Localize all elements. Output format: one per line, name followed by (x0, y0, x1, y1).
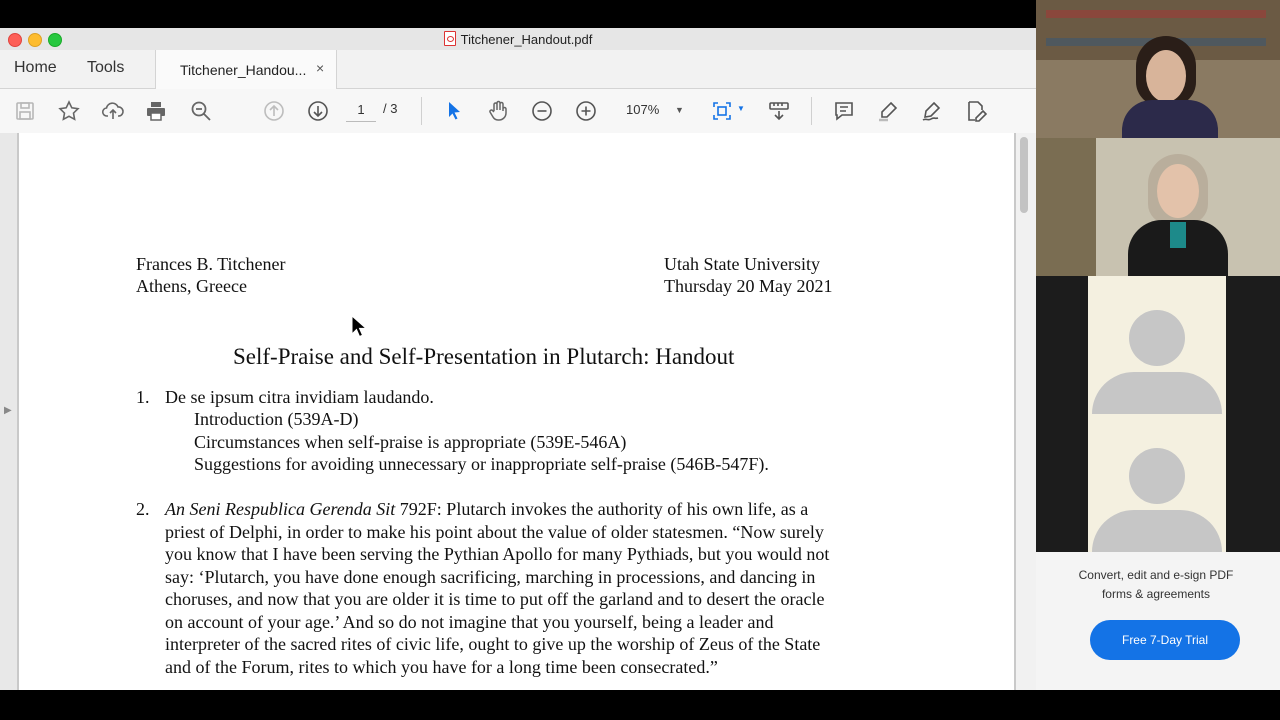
item-heading: De se ipsum citra invidiam laudando. (165, 387, 434, 407)
participant-video-1 (1036, 0, 1280, 138)
window-title-text: Titchener_Handout.pdf (460, 32, 593, 47)
zoom-out-icon[interactable] (528, 97, 556, 125)
person-face (1146, 50, 1186, 102)
item-paragraph-line: interpreter of the sacred rites of civic life, ought to give up the worship of Zeus of the State (165, 634, 821, 654)
item-paragraph-line (165, 498, 808, 520)
save-icon[interactable] (11, 97, 39, 125)
document-title: Self-Praise and Self-Presentation in Plutarch: Handout (233, 344, 735, 369)
zoom-in-icon[interactable] (572, 97, 600, 125)
person-shirt (1170, 222, 1186, 248)
zoom-level: 107% (626, 102, 660, 117)
window-title (0, 31, 1036, 47)
item-number: 1. (136, 387, 150, 407)
promo-panel (1036, 552, 1280, 690)
date: Thursday 20 May 2021 (664, 276, 833, 296)
page-up-icon[interactable] (260, 97, 288, 125)
item-paragraph-line: choruses, and now that you are older it is time to put off the garland and to desert the oracle (165, 589, 825, 609)
toolbar (0, 89, 1036, 134)
item-paragraph-line: and of the Forum, rites to which you have for a long time been consecrated.” (165, 657, 718, 677)
left-panel-toggle[interactable] (0, 133, 17, 690)
fit-page-icon[interactable] (708, 97, 736, 125)
upload-icon[interactable] (99, 97, 127, 125)
avatar-head-icon (1129, 448, 1185, 504)
hand-icon[interactable] (484, 97, 512, 125)
item-paragraph-line: say: ‘Plutarch, you have done enough sacrificing, marching in processions, and dancing in (165, 567, 816, 587)
toolbar-divider (811, 97, 812, 125)
document-tab-label: Titchener_Handou... (180, 62, 307, 78)
scroll-mode-icon[interactable] (765, 97, 793, 125)
home-link[interactable]: Home (14, 59, 57, 76)
expand-panel-icon[interactable]: ▶ (4, 405, 12, 416)
pdf-file-icon (444, 31, 456, 46)
mouse-cursor-icon (351, 315, 367, 339)
promo-text (1028, 566, 1280, 604)
participant-avatar-tile (1088, 276, 1226, 414)
chevron-down-icon: ▼ (675, 105, 684, 115)
pdf-viewer-window (0, 28, 1036, 690)
person-face (1157, 164, 1199, 218)
person-body (1122, 100, 1218, 138)
avatar-body-icon (1092, 372, 1222, 414)
item-paragraph-line: you know that I have been serving the Pythian Apollo for many Pythiads, but you would not (165, 544, 830, 564)
print-icon[interactable] (142, 97, 170, 125)
tab-row (0, 50, 1036, 89)
subitem: Suggestions for avoiding unnecessary or inappropriate self-praise (546B-547F). (194, 454, 769, 474)
toolbar-divider (421, 97, 422, 125)
vertical-scrollbar[interactable] (1016, 133, 1036, 690)
avatar-body-icon (1092, 510, 1222, 552)
line-text: 792F: Plutarch invokes the authority of his own life, as a (395, 499, 809, 519)
subitem: Circumstances when self-praise is appropriate (539E-546A) (194, 432, 627, 452)
document-tab[interactable] (155, 50, 337, 89)
participant-avatar-tile (1088, 414, 1226, 552)
books-row (1046, 10, 1266, 18)
sign-icon[interactable] (918, 97, 946, 125)
document-area (0, 133, 1036, 690)
room-background (1036, 138, 1096, 276)
page-total: / 3 (383, 101, 398, 116)
author-location: Athens, Greece (136, 276, 247, 296)
edit-pdf-icon[interactable] (962, 97, 990, 125)
tab-close-icon[interactable]: × (316, 60, 325, 76)
avatar-head-icon (1129, 310, 1185, 366)
participant-placeholder-area (1036, 276, 1280, 552)
participant-video-2 (1036, 138, 1280, 276)
tools-link[interactable]: Tools (87, 59, 125, 76)
fit-page-dropdown-icon[interactable]: ▼ (737, 104, 745, 113)
author-name: Frances B. Titchener (136, 254, 286, 274)
institution: Utah State University (664, 254, 820, 274)
promo-line: Convert, edit and e-sign PDF (1078, 568, 1234, 582)
bookmark-star-icon[interactable] (55, 97, 83, 125)
item-number: 2. (136, 499, 150, 519)
comment-icon[interactable] (830, 97, 858, 125)
subitem: Introduction (539A-D) (194, 409, 359, 429)
zoom-select[interactable] (620, 99, 690, 121)
item-paragraph-line: priest of Delphi, in order to make his point about the value of older statesmen. “Now surely (165, 522, 824, 542)
select-pointer-icon[interactable] (440, 97, 468, 125)
free-trial-button[interactable]: Free 7-Day Trial (1090, 620, 1240, 660)
pdf-page (19, 133, 1014, 690)
highlight-pen-icon[interactable] (874, 97, 902, 125)
work-title: An Seni Respublica Gerenda Sit (165, 499, 396, 519)
item-paragraph-line: on account of your age.’ And so do not imagine that you yourself, being a leader and (165, 612, 774, 632)
bottom-black-bar (0, 690, 1280, 720)
zoom-search-icon[interactable] (187, 97, 215, 125)
scrollbar-thumb[interactable] (1020, 137, 1028, 213)
page-number-input[interactable]: 1 (346, 99, 376, 122)
title-bar (0, 28, 1036, 51)
page-down-icon[interactable] (304, 97, 332, 125)
promo-line: forms & agreements (1101, 587, 1211, 601)
